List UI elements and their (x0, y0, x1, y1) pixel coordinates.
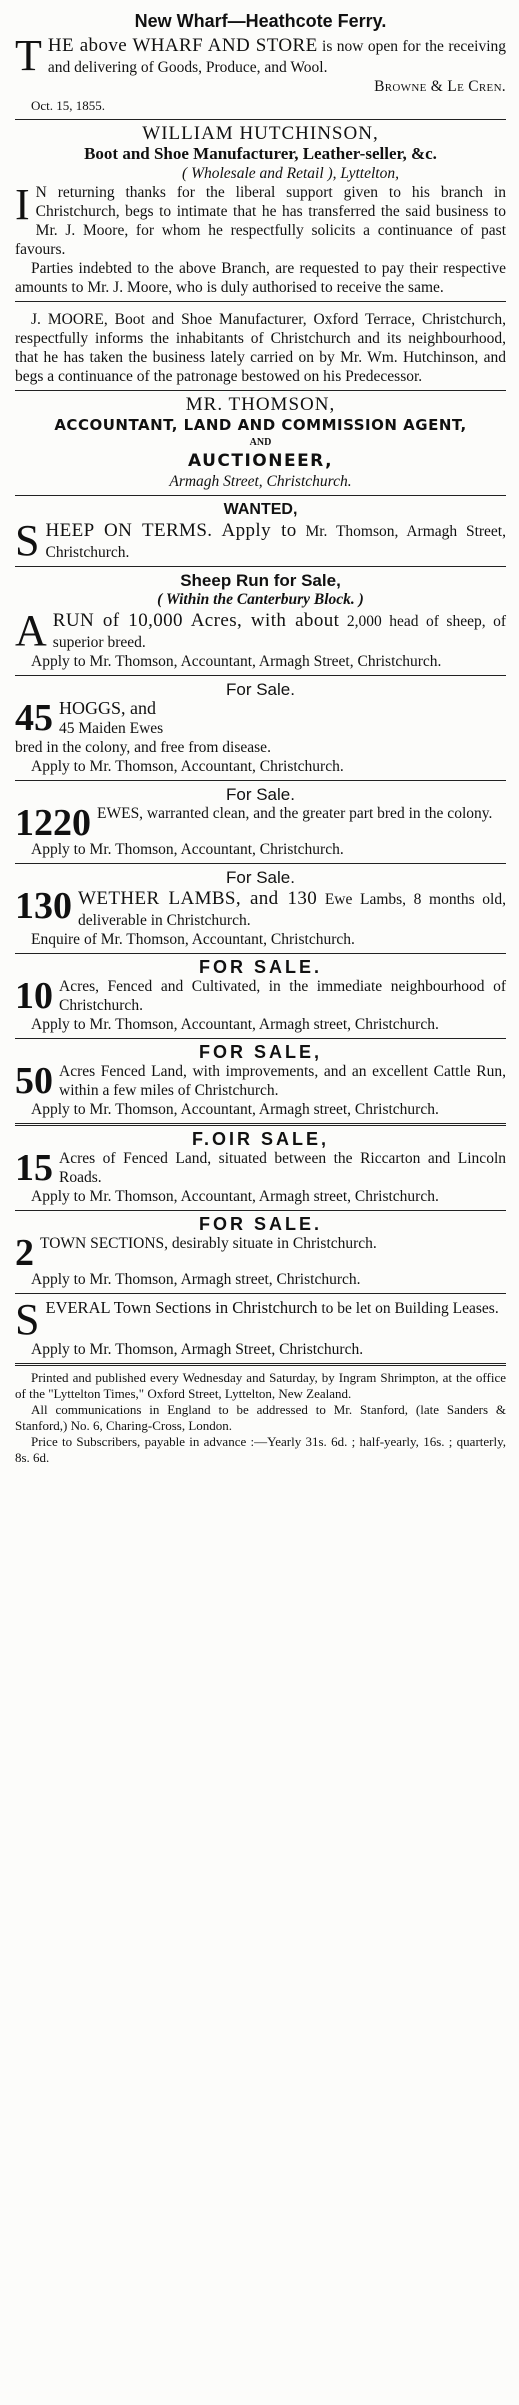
divider (15, 780, 506, 781)
ad-wether-lambs (15, 868, 506, 949)
ad-heading: WANTED, (223, 501, 298, 518)
drop-cap: I (15, 180, 30, 229)
ad-sheep-run (15, 571, 506, 671)
ad-j-moore (15, 310, 506, 386)
divider (15, 1293, 506, 1294)
ad-first-line: EWES, warranted clean, and the greater part bred in the colony. (97, 805, 493, 822)
divider (15, 566, 506, 567)
ad-body: J. MOORE, Boot and Shoe Manufacturer, Oxford Terrace, Christchurch, respectfully informs the inhabitants of Christchurch and its neighbourhood, that he has taken the business lately carried on by Mr. Wm. Hutchinson, and begs a continuance of the patronage bestowed on his Predecessor. (15, 311, 506, 385)
ad-town-sections (15, 1215, 506, 1289)
ad-heading: FOR SALE. (198, 1214, 322, 1235)
ad-apply: Apply to Mr. Thomson, Accountant, Armagh Street, Christchurch. (31, 653, 442, 670)
ad-title: ACCOUNTANT, LAND AND COMMISSION AGENT, (54, 416, 467, 434)
drop-cap: S (15, 516, 40, 565)
divider (15, 1210, 506, 1211)
divider (15, 863, 506, 864)
ad-first-line: Acres Fenced Land, with improvements, and an excellent Cattle Run, within a few miles of Christchurch. (59, 1063, 506, 1100)
ad-wanted (15, 500, 506, 565)
ad-heading: WILLIAM HUTCHINSON, (142, 123, 379, 144)
ad-apply: Apply to Mr. Thomson, Accountant, Armagh street, Christchurch. (31, 1101, 439, 1119)
ad-heading: MR. THOMSON, (185, 394, 336, 415)
ad-mr-thomson (15, 395, 506, 491)
ad-heading: FOR SALE. (198, 957, 322, 978)
divider (15, 1038, 506, 1039)
drop-cap: A (15, 606, 47, 655)
ad-body-2: Parties indebted to the above Branch, are requested to pay their respective amounts to Mr. J. Moore, who is duly authorised to receive the same. (15, 260, 506, 296)
divider (15, 119, 506, 120)
imprint (15, 1370, 506, 1466)
ad-first-line: HEEP ON TERMS. Apply to (45, 520, 297, 541)
ad-heading: FOR SALE, (198, 1042, 322, 1063)
drop-cap: S (15, 1295, 40, 1345)
ad-several-town-sections (15, 1295, 506, 1359)
ad-heading: New Wharf—Heathcote Ferry. (134, 11, 387, 31)
ad-signature: Browne & Le Cren. (374, 78, 506, 95)
divider (15, 1363, 506, 1366)
divider (15, 301, 506, 302)
ad-title: Boot and Shoe Manufacturer, Leather-seller, &c. (84, 144, 437, 163)
drop-number: 45 (15, 697, 53, 739)
ad-body: N returning thanks for the liberal support given to his branch in Christchurch, begs to intimate that he has transferred the said business to Mr. J. Moore, for whom he respectfully solicits a continuance of past favours. (15, 184, 506, 258)
ad-apply: Apply to Mr. Thomson, Armagh Street, Christchurch. (31, 1340, 364, 1358)
drop-cap: T (15, 31, 42, 80)
imprint-price: Price to Subscribers, payable in advance :—Yearly 31s. 6d. ; half-yearly, 16s. ; quarterly, 8s. 6d. (15, 1433, 506, 1465)
ad-first-line: TOWN SECTIONS, desirably situate in Christchurch. (40, 1235, 377, 1253)
ad-heathcote-ferry (15, 10, 506, 115)
ad-apply: Apply to Mr. Thomson, Accountant, Armagh street, Christchurch. (31, 1016, 439, 1034)
divider (15, 390, 506, 391)
ad-subtitle: ( Wholesale and Retail ), Lyttelton, (182, 165, 399, 182)
ad-auctioneer: AUCTIONEER, (187, 451, 334, 471)
ad-fifty-acres (15, 1043, 506, 1119)
ad-second-line: 45 Maiden Ewes (59, 720, 164, 737)
ad-apply: Apply to Mr. Thomson, Accountant, Christchurch. (31, 841, 344, 859)
ad-body: Mr. Thomson, Armagh Street, Christchurch. (45, 523, 506, 561)
ad-body: Ewe Lambs, 8 months old, deliverable in Christchurch. (78, 891, 506, 930)
ad-first-line: Acres of Fenced Land, situated between the Riccarton and Lincoln Roads. (59, 1150, 506, 1187)
ad-first-line: RUN of 10,000 Acres, with about (52, 610, 340, 631)
drop-number: 1220 (15, 802, 91, 844)
ad-ten-acres (15, 958, 506, 1034)
ad-first-line: EVERAL Town Sections in Christchurch (45, 1298, 318, 1318)
ad-body: is now open for the receiving and delivering of Goods, Produce, and Wool. (47, 38, 507, 76)
divider (15, 675, 506, 676)
ad-apply: Apply to Mr. Thomson, Accountant, Armagh street, Christchurch. (31, 1188, 439, 1206)
imprint-publisher: Printed and published every Wednesday and Saturday, by Ingram Shrimpton, at the office of the "Lyttelton Times," Oxford Street, Lyttelton, New Zealand. (15, 1369, 506, 1401)
ad-heading: For Sale. (226, 680, 295, 699)
imprint-england: All communications in England to be addressed to Mr. Stanford, (late Sanders & Stanford,) No. 6, Charing-Cross, London. (15, 1401, 506, 1433)
divider (15, 495, 506, 496)
ad-hoggs (15, 680, 506, 776)
ad-body: 2,000 head of sheep, of superior breed. (52, 613, 507, 651)
ad-heading: For Sale. (226, 868, 295, 888)
ad-body: bred in the colony, and free from disease. (15, 739, 271, 756)
ad-first-line: Acres, Fenced and Cultivated, in the immediate neighbourhood of Christchurch. (59, 978, 506, 1015)
drop-number: 10 (15, 975, 53, 1018)
ad-body: to be let on Building Leases. (321, 1300, 499, 1318)
ad-ewes (15, 785, 506, 859)
ad-first-line: WETHER LAMBS, and 130 (78, 888, 318, 910)
divider (15, 953, 506, 954)
ad-heading: F.OIR SALE, (191, 1129, 329, 1150)
ad-apply: Enquire of Mr. Thomson, Accountant, Christchurch. (31, 931, 355, 949)
ad-apply: Apply to Mr. Thomson, Armagh street, Christchurch. (31, 1271, 361, 1289)
ad-and: AND (249, 437, 272, 448)
ad-apply: Apply to Mr. Thomson, Accountant, Christchurch. (31, 758, 344, 775)
ad-first-line: HOGGS, and (59, 698, 156, 718)
ad-address: Armagh Street, Christchurch. (169, 473, 352, 490)
ad-date: Oct. 15, 1855. (31, 98, 106, 113)
ad-subheading: ( Within the Canterbury Block. ) (157, 591, 364, 608)
ad-william-hutchinson (15, 124, 506, 297)
drop-number: 2 (15, 1232, 34, 1275)
ad-fifteen-acres (15, 1130, 506, 1206)
drop-number: 130 (15, 885, 72, 928)
drop-number: 50 (15, 1060, 53, 1103)
drop-number: 15 (15, 1147, 53, 1190)
ad-first-line: HE above WHARF AND STORE (47, 35, 318, 56)
ad-heading: Sheep Run for Sale, (180, 571, 341, 590)
divider (15, 1123, 506, 1126)
ad-heading: For Sale. (226, 785, 295, 804)
